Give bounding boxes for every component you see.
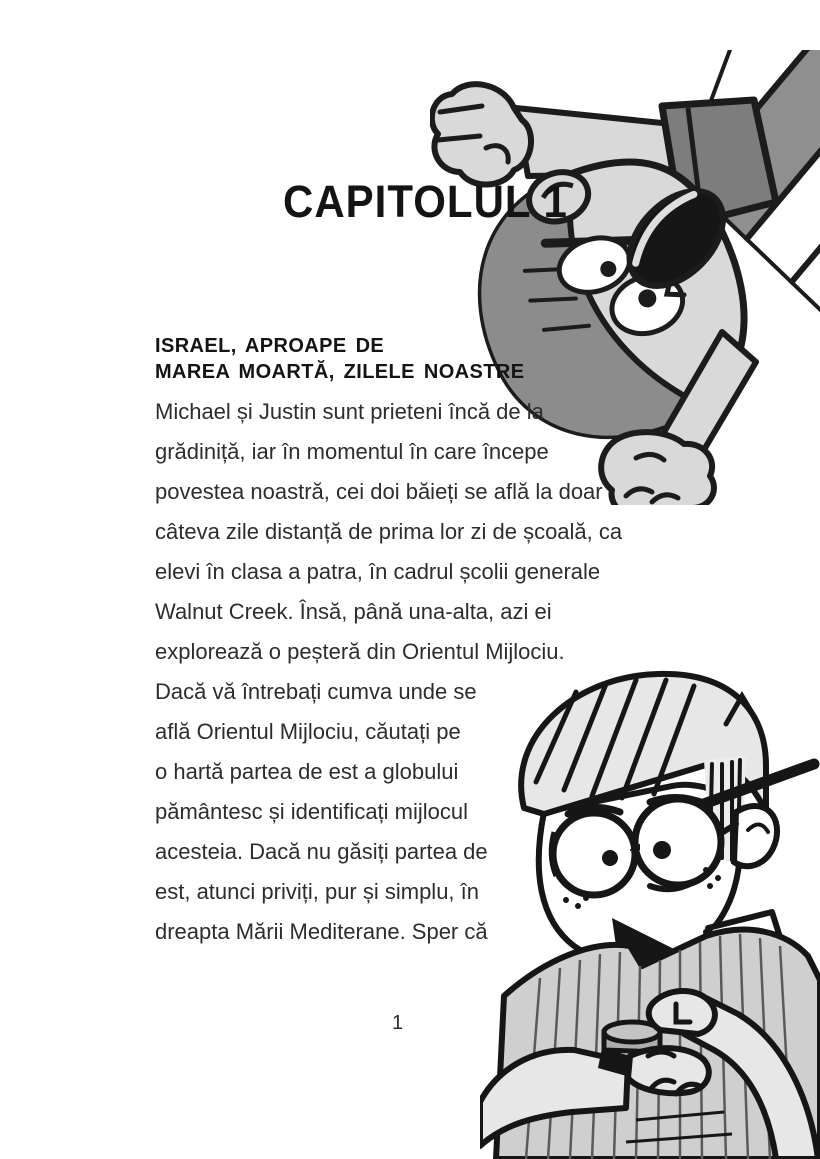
body-line: dreapta Mării Mediterane. Sper că [155,919,488,944]
section-heading-line1: ISRAEL, APROAPE DE [155,335,385,357]
page-number: 1 [391,1012,404,1034]
body-block-narrow [155,672,515,952]
section-heading [155,333,524,385]
body-line: pământesc și identificați mijlocul [155,799,469,824]
body-line: câteva zile distanță de prima lor zi de școală, ca [155,519,623,544]
body-line: Walnut Creek. Însă, până una-alta, azi ei [155,599,552,624]
body-line: est, atunci priviți, pur și simplu, în [155,879,480,904]
section-heading-line2: MAREA MOARTĂ, ZILELE NOASTRE [155,361,525,383]
raised-fist [432,84,531,184]
body-line: acesteia. Dacă nu găsiți partea de [155,839,488,864]
body-line: o hartă partea de est a globului [155,759,459,784]
body-line: elevi în clasa a patra, în cadrul școlii generale [155,559,601,584]
illustration-boy-with-glasses [480,660,820,1159]
body-block-full [155,392,665,672]
body-line: Michael și Justin sunt prieteni încă de la [155,399,544,424]
ear [734,806,777,866]
chapter-title: CAPITOLUL 1 [283,176,568,227]
boy-with-glasses-drawing [480,660,820,1159]
body-line: află Orientul Mijlociu, căutați pe [155,719,461,744]
body-line: explorează o peșteră din Orientul Mijlociu. [155,639,565,664]
body-line: grădiniță, iar în momentul în care începe [155,439,549,464]
body-line: Dacă vă întrebați cumva unde se [155,679,477,704]
body-line: povestea noastră, cei doi băieți se află la doar [155,479,603,504]
